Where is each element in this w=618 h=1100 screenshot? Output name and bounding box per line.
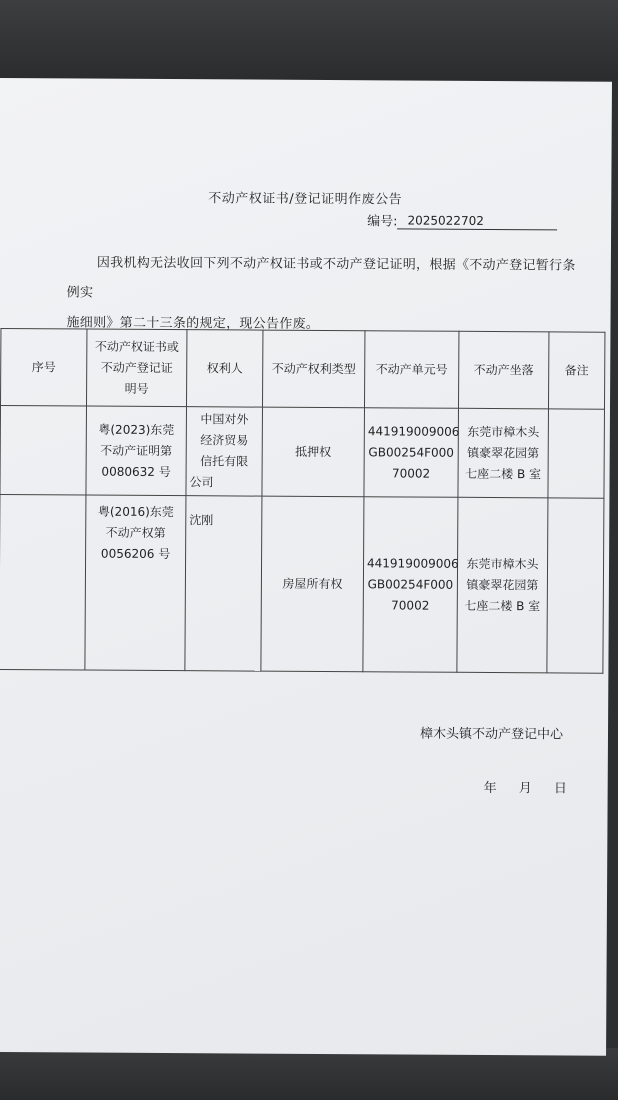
- background-top: [0, 0, 618, 80]
- header-holder: 权利人: [186, 330, 262, 407]
- cell-cert-no: 粤(2023)东莞 不动产证明第 0080632 号: [86, 406, 187, 496]
- cell-cert-no: 粤(2016)东莞 不动产权第 0056206 号: [85, 495, 186, 671]
- cell-holder: 中国对外 经济贸易 信托有限 公司: [186, 407, 263, 496]
- cell-location: 东莞市樟木头 镇豪翠花园第 七座二楼 B 室: [458, 408, 549, 498]
- table-row: [0, 406, 604, 499]
- body-line-1: 因我机构无法收回下列不动产权证书或不动产登记证明，根据《不动产登记暂行条例实: [66, 255, 576, 301]
- cell-unit-no: 441919009006 GB00254F000 70002: [364, 408, 459, 498]
- cell-remark: [548, 409, 605, 498]
- header-unit-no: 不动产单元号: [364, 331, 458, 409]
- background-bottom: [0, 1048, 618, 1100]
- document-number: [367, 210, 558, 230]
- cell-right-type: 房屋所有权: [261, 496, 364, 672]
- issue-date: 年 月 日: [483, 780, 567, 797]
- document-title: 不动产权证书/登记证明作废公告: [208, 191, 403, 208]
- cell-location: 东莞市樟木头 镇豪翠花园第 七座二楼 B 室: [457, 497, 548, 673]
- header-location: 不动产坐落: [458, 331, 548, 409]
- issuing-organization: 樟木头镇不动产登记中心: [419, 726, 564, 743]
- cell-remark: [547, 498, 604, 673]
- body-line-2: 施细则》第二十三条的规定，现公告作废。: [66, 315, 320, 332]
- document-number-value: 2025022702: [397, 212, 557, 230]
- records-table: [0, 328, 605, 674]
- table-header-row: [0, 329, 604, 410]
- document-page: [0, 78, 612, 1056]
- announcement-body: [66, 248, 587, 341]
- header-remark: 备注: [548, 332, 604, 409]
- header-cert-no: 不动产权证书或 不动产登记证 明号: [86, 329, 186, 407]
- cell-seq: [0, 406, 86, 496]
- header-right-type: 不动产权利类型: [262, 330, 364, 408]
- cell-right-type: 抵押权: [262, 407, 365, 497]
- table-row: [0, 495, 604, 674]
- cell-unit-no: 441919009006 GB00254F000 70002: [363, 497, 458, 673]
- header-seq: 序号: [0, 329, 86, 407]
- cell-seq: [0, 495, 86, 671]
- document-number-label: 编号:: [367, 214, 398, 230]
- cell-holder: 沈刚: [185, 496, 262, 671]
